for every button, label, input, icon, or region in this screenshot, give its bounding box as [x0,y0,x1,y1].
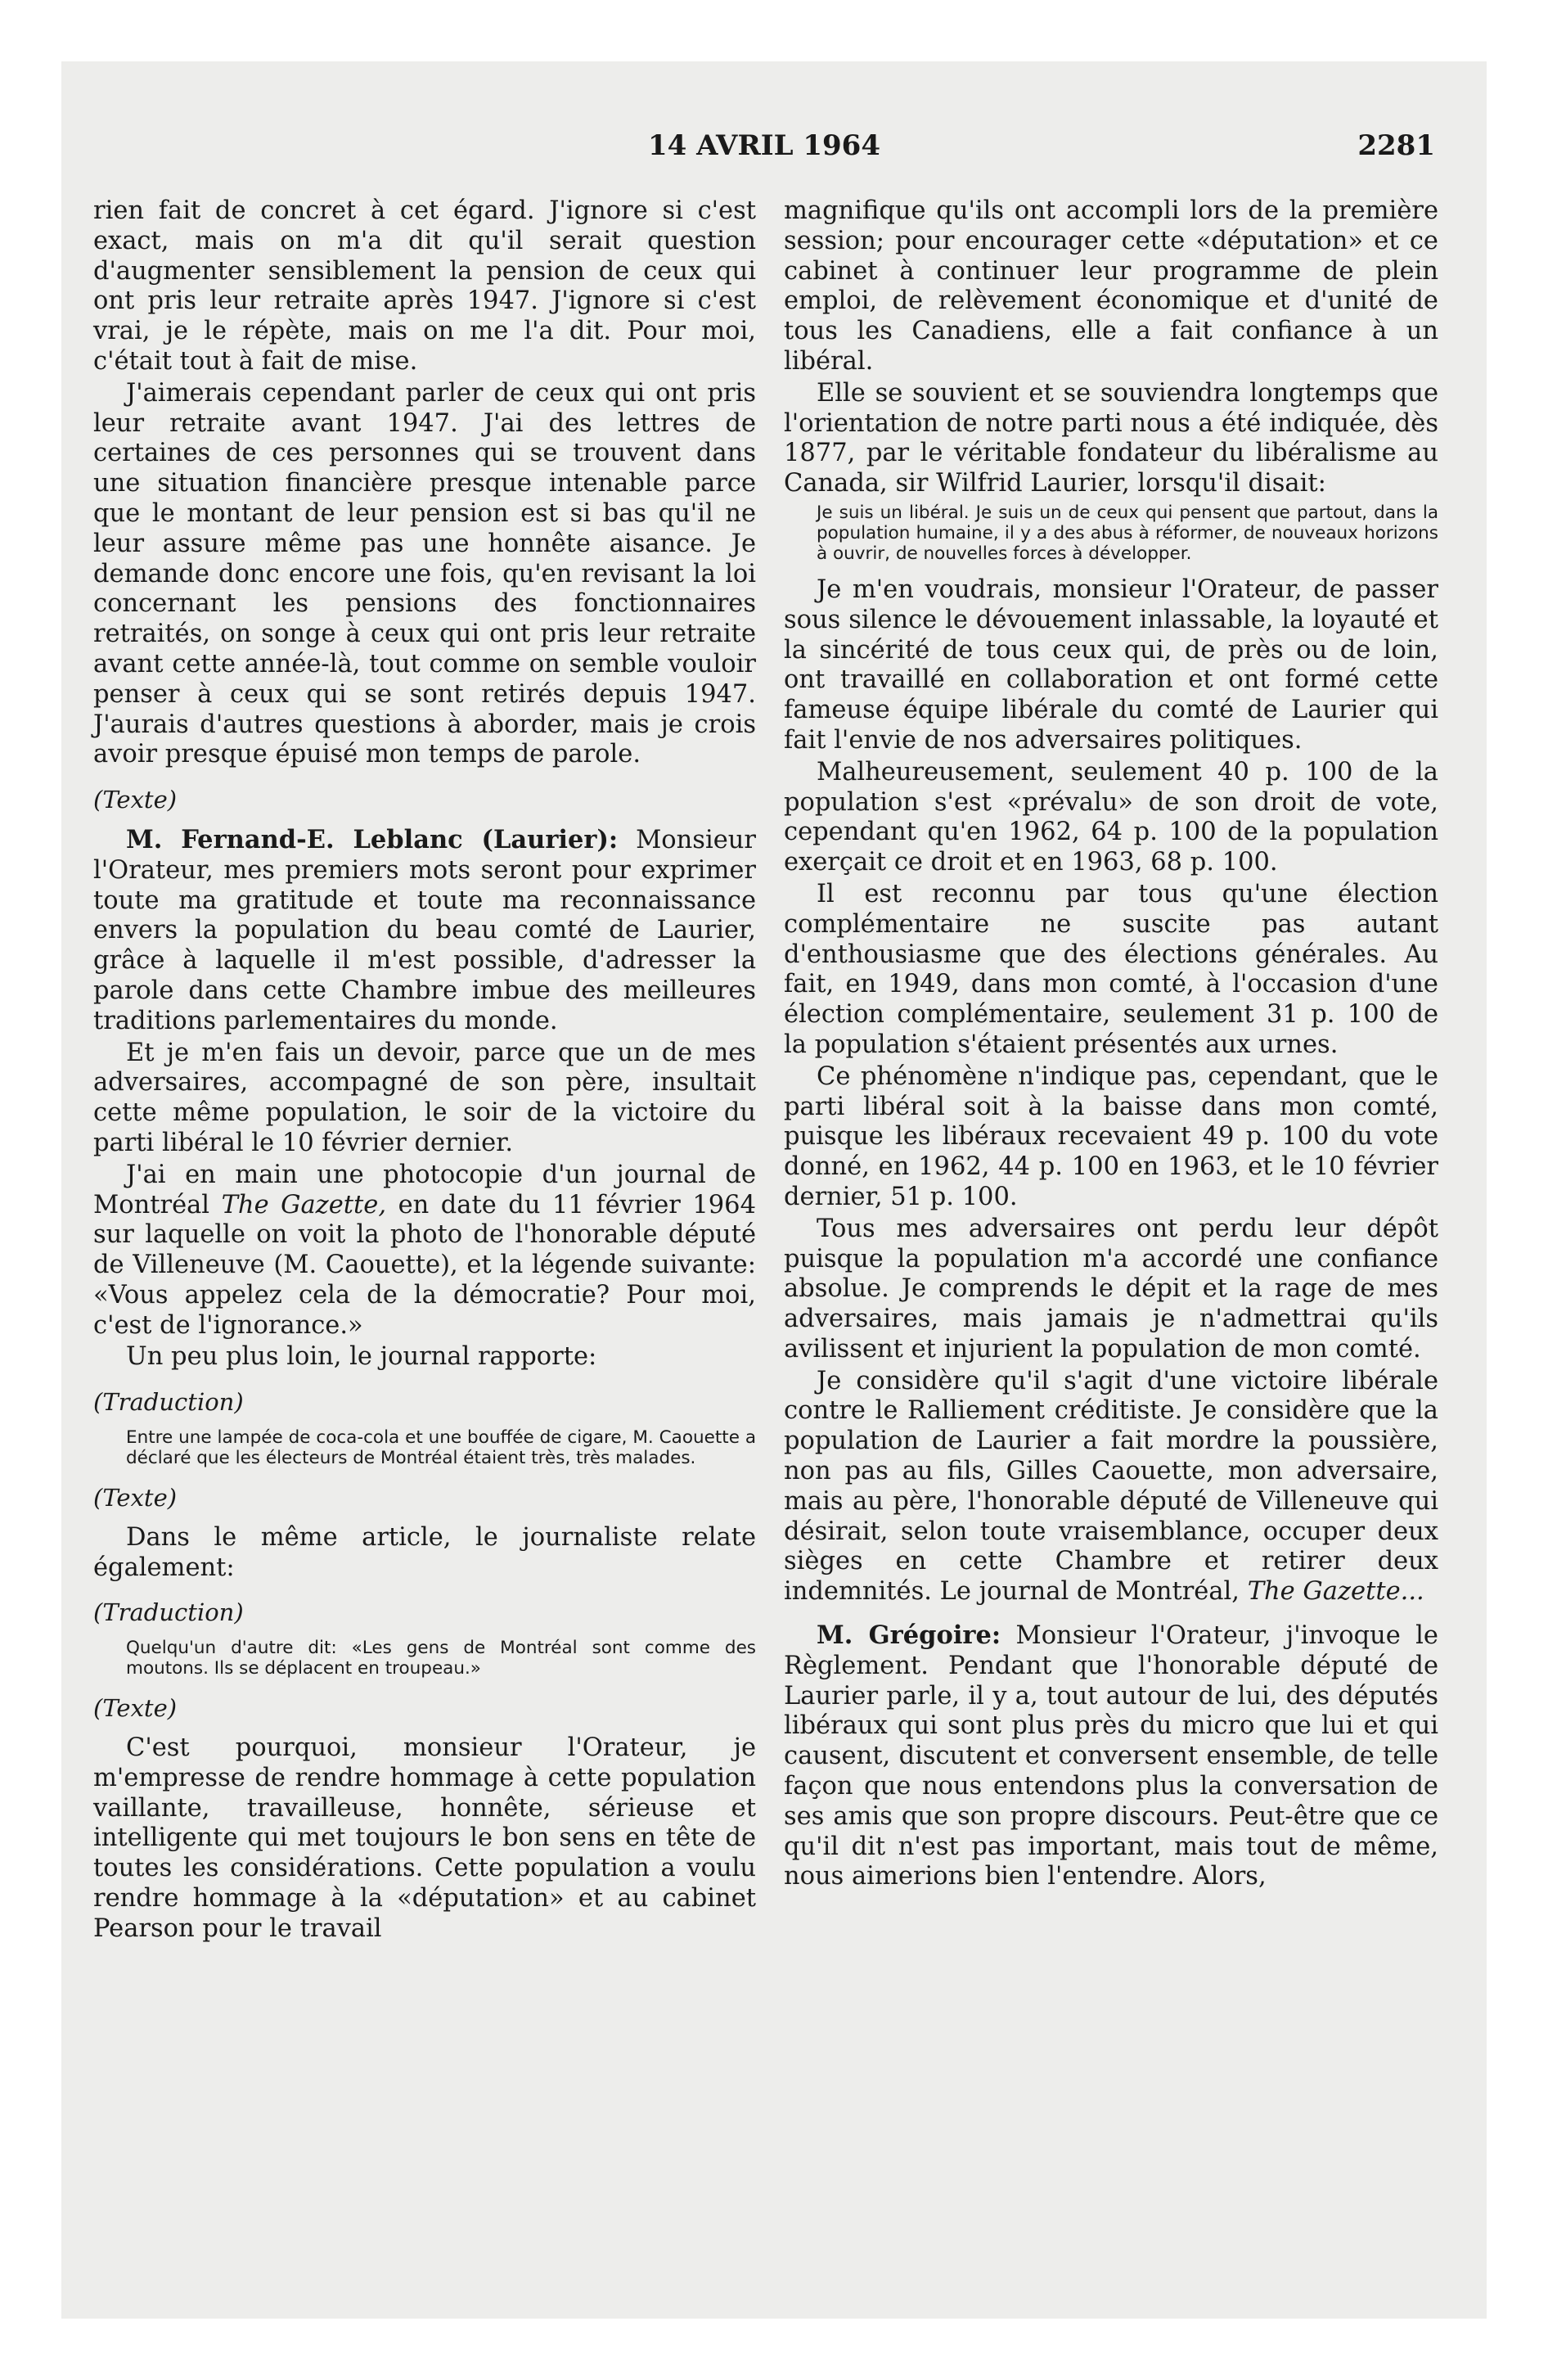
speech-text: Monsieur l'Orateur, j'invoque le Règlement. Pendant que l'honorable député de Laurier parle, il y a, tout autour de lui, des députés libéraux qui sont plus près du micro que lui et qui causent, discutent et conversent ensemble, de telle façon que nous entendons plus la conversation de ses amis que son propre discours. Peut-être que ce qu'il dit n'est pas important, mais tout de même, nous aimerions bien l'entendre. Alors, [784,1621,1438,1891]
section-marker: (Traduction) [93,1598,244,1627]
page-number: 2281 [1357,129,1435,162]
section-marker: (Traduction) [93,1388,244,1417]
left-column [93,196,756,1945]
paragraph [93,825,756,1037]
newspaper-title: The Gazette... [1247,1577,1424,1607]
paragraph: Tous mes adversaires ont perdu leur dépôt puisque la population m'a accordé une confiance absolue. Je comprends le dépit et la rage de mes adversaires, mais jamais je n'admettrai qu'ils avilissent et injurient la population de mon comté. [784,1214,1438,1364]
speaker-name: M. Fernand-E. Leblanc (Laurier): [126,824,619,854]
quotation: Je suis un libéral. Je suis un de ceux qui pensent que partout, dans la population humaine, il y a des abus à réformer, de nouveaux horizons à ouvrir, de nouvelles forces à développer. [817,502,1438,564]
section-marker: (Texte) [93,1484,178,1512]
paragraph: Et je m'en fais un devoir, parce que un de mes adversaires, accompagné de son père, insultait cette même population, le soir de la victoire du parti libéral le 10 février dernier. [93,1038,756,1157]
quotation: Quelqu'un d'autre dit: «Les gens de Montréal sont comme des moutons. Ils se déplacent en troupeau.» [126,1638,756,1679]
speaker-name: M. Grégoire: [817,1620,1001,1651]
newspaper-title: The Gazette, [221,1190,387,1219]
paragraph: Je m'en voudrais, monsieur l'Orateur, de passer sous silence le dévouement inlassable, la loyauté et la sincérité de tous ceux qui, de près ou de loin, ont travaillé en collaboration et ont formé cette fameuse équipe libérale du comté de Laurier qui fait l'envie de nos adversaires politiques. [784,575,1438,755]
paragraph: J'aimerais cependant parler de ceux qui ont pris leur retraite avant 1947. J'ai des lettres de certaines de ces personnes qui se trouvent dans une situation financière presque intenable parce que le montant de leur pension est si bas qu'il ne leur assure même pas une honnête aisance. Je demande donc encore une fois, qu'en revisant la loi concernant les pensions des fonctionnaires retraités, on songe à ceux qui ont pris leur retraite avant cette année-là, tout comme on semble vouloir penser à ceux qui se sont retirés depuis 1947. J'aurais d'autres questions à aborder, mais je crois avoir presque épuisé mon temps de parole. [93,378,756,769]
paragraph: Dans le même article, le journaliste relate également: [93,1522,756,1582]
section-marker: (Texte) [93,1694,178,1723]
section-marker: (Texte) [93,786,178,814]
text-run: en date du 11 février 1964 sur laquelle on voit la photo de l'honorable député de Villeneuve (M. Caouette), et la légende suivante: «Vous appelez cela de la démocratie? Pour moi, c'est de l'ignorance.» [93,1190,756,1340]
paragraph: C'est pourquoi, monsieur l'Orateur, je m'empresse de rendre hommage à cette population vaillante, travailleuse, honnête, sérieuse et intelligente qui met toujours le bon sens en tête de toutes les considérations. Cette population a voulu rendre hommage à la «députation» et au cabinet Pearson pour le travail [93,1733,756,1943]
paragraph [784,1620,1438,1892]
right-column [784,196,1438,1892]
text-run: Je considère qu'il s'agit d'une victoire libérale contre le Ralliement créditiste. Je considère que la population de Laurier a fait mordre la poussière, non pas au fils, Gilles Caouette, mon adversaire, mais au père, l'honorable député de Villeneuve qui désirait, selon toute vraisemblance, occuper deux sièges en cette Chambre et retirer deux indemnités. Le journal de Montréal, [784,1366,1438,1607]
paragraph [93,1161,756,1341]
page-header [93,129,1435,170]
paragraph: magnifique qu'ils ont accompli lors de la première session; pour encourager cette «députation» et ce cabinet à continuer leur programme de plein emploi, de relèvement économique et d'unité de tous les Canadiens, elle a fait confiance à un libéral. [784,196,1438,376]
text-run: J'ai en main une photocopie d'un journal de Montréal [93,1160,756,1219]
paragraph: Elle se souvient et se souviendra longtemps que l'orientation de notre parti nous a été indiquée, dès 1877, par le véritable fondateur du libéralisme au Canada, sir Wilfrid Laurier, lorsqu'il disait: [784,378,1438,498]
speech-text: Monsieur l'Orateur, mes premiers mots seront pour exprimer toute ma gratitude et toute ma reconnaissance envers la population du beau comté de Laurier, grâce à laquelle il m'est possible, d'adresser la parole dans cette Chambre imbue des meilleures traditions parlementaires du monde. [93,825,756,1035]
paragraph: Il est reconnu par tous qu'une élection complémentaire ne suscite pas autant d'enthousiasme que des élections générales. Au fait, en 1949, dans mon comté, à l'occasion d'une élection complémentaire, seulement 31 p. 100 de la population s'étaient présentés aux urnes. [784,879,1438,1059]
paragraph: Ce phénomène n'indique pas, cependant, que le parti libéral soit à la baisse dans mon comté, puisque les libéraux recevaient 49 p. 100 du vote donné, en 1962, 44 p. 100 en 1963, et le 10 février dernier, 51 p. 100. [784,1062,1438,1211]
paragraph: rien fait de concret à cet égard. J'ignore si c'est exact, mais on m'a dit qu'il serait question d'augmenter sensiblement la pension de ceux qui ont pris leur retraite après 1947. J'ignore si c'est vrai, je le répète, mais on me l'a dit. Pour moi, c'était tout à fait de mise. [93,196,756,376]
header-date: 14 AVRIL 1964 [648,129,880,162]
quotation: Entre une lampée de coca-cola et une bouffée de cigare, M. Caouette a déclaré que les électeurs de Montréal étaient très, très malades. [126,1427,756,1469]
paragraph: Un peu plus loin, le journal rapporte: [126,1342,597,1372]
paragraph [784,1367,1438,1607]
paragraph: Malheureusement, seulement 40 p. 100 de la population s'est «prévalu» de son droit de vote, cependant qu'en 1962, 64 p. 100 de la population exerçait ce droit et en 1963, 68 p. 100. [784,757,1438,877]
